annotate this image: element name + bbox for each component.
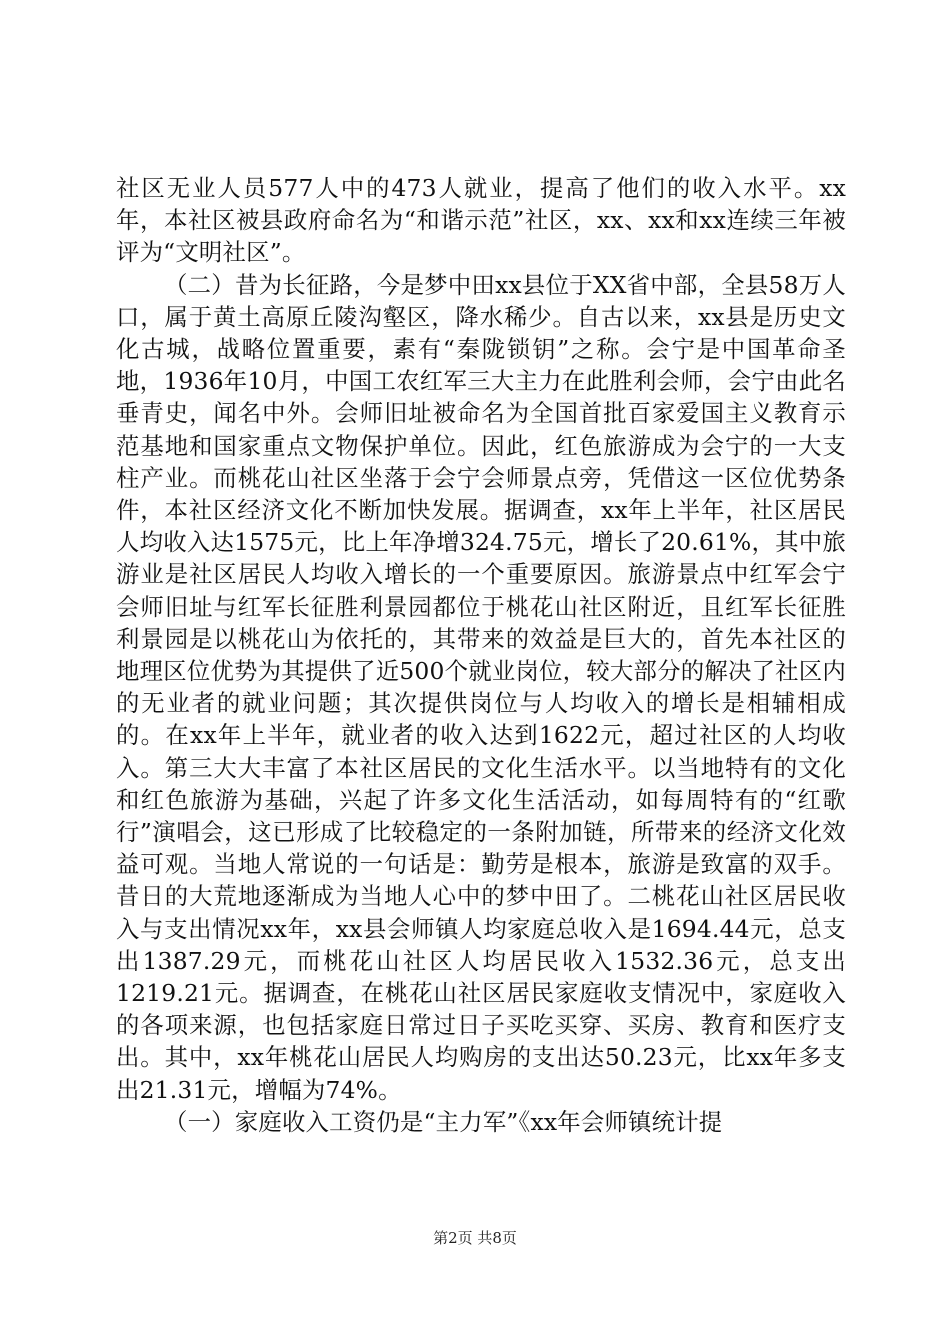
page-footer: 第2页 共8页 [433, 1229, 517, 1247]
paragraph-1: 社区无业人员577人中的473人就业，提高了他们的收入水平。xx年，本社区被县政府命名为“和谐示范”社区，xx、xx和xx连续三年被评为“文明社区”。 [116, 174, 846, 267]
document-body [116, 172, 846, 1138]
paragraph-2: （二）昔为长征路，今是梦中田xx县位于XX省中部，全县58万人口，属于黄土高原丘陵沟壑区，降水稀少。自古以来，xx县是历史文化古城，战略位置重要，素有“秦陇锁钥”之称。会宁是中国革命圣地，1936年10月，中国工农红军三大主力在此胜利会师，会宁由此名垂青史，闻名中外。会师旧址被命名为全国首批百家爱国主义教育示范基地和国家重点文物保护单位。因此，红色旅游成为会宁的一大支柱产业。而桃花山社区坐落于会宁会师景点旁，凭借这一区位优势条件，本社区经济文化不断加快发展。据调查，xx年上半年，社区居民人均收入达1575元，比上年净增324.75元，增长了20.61%，其中旅游业是社区居民人均收入增长的一个重要原因。旅游景点中红军会宁会师旧址与红军长征胜利景园都位于桃花山社区附近，且红军长征胜利景园是以桃花山为依托的，其带来的效益是巨大的，首先本社区的地理区位优势为其提供了近500个就业岗位，较大部分的解决了社区内的无业者的就业问题；其次提供岗位与人均收入的增长是相辅相成的。在xx年上半年，就业者的收入达到1622元，超过社区的人均收入。第三大大丰富了本社区居民的文化生活水平。以当地特有的文化和红色旅游为基础，兴起了许多文化生活活动，如每周特有的“红歌行”演唱会，这已形成了比较稳定的一条附加链，所带来的经济文化效益可观。当地人常说的一句话是：勤劳是根本，旅游是致富的双手。昔日的大荒地逐渐成为当地人心中的梦中田了。二桃花山社区居民收入与支出情况xx年，xx县会师镇人均家庭总收入是1694.44元，总支出1387.29元，而桃花山社区人均居民收入1532.36元，总支出1219.21元。据调查，在桃花山社区居民家庭收支情况中，家庭收入的各项来源，也包括家庭日常过日子买吃买穿、买房、教育和医疗支出。其中，xx年桃花山居民人均购房的支出达50.23元，比xx年多支出21.31元，增幅为74%。 [116, 270, 846, 1104]
paragraph-3: （一）家庭收入工资仍是“主力军”《xx年会师镇统计提 [164, 1107, 723, 1136]
